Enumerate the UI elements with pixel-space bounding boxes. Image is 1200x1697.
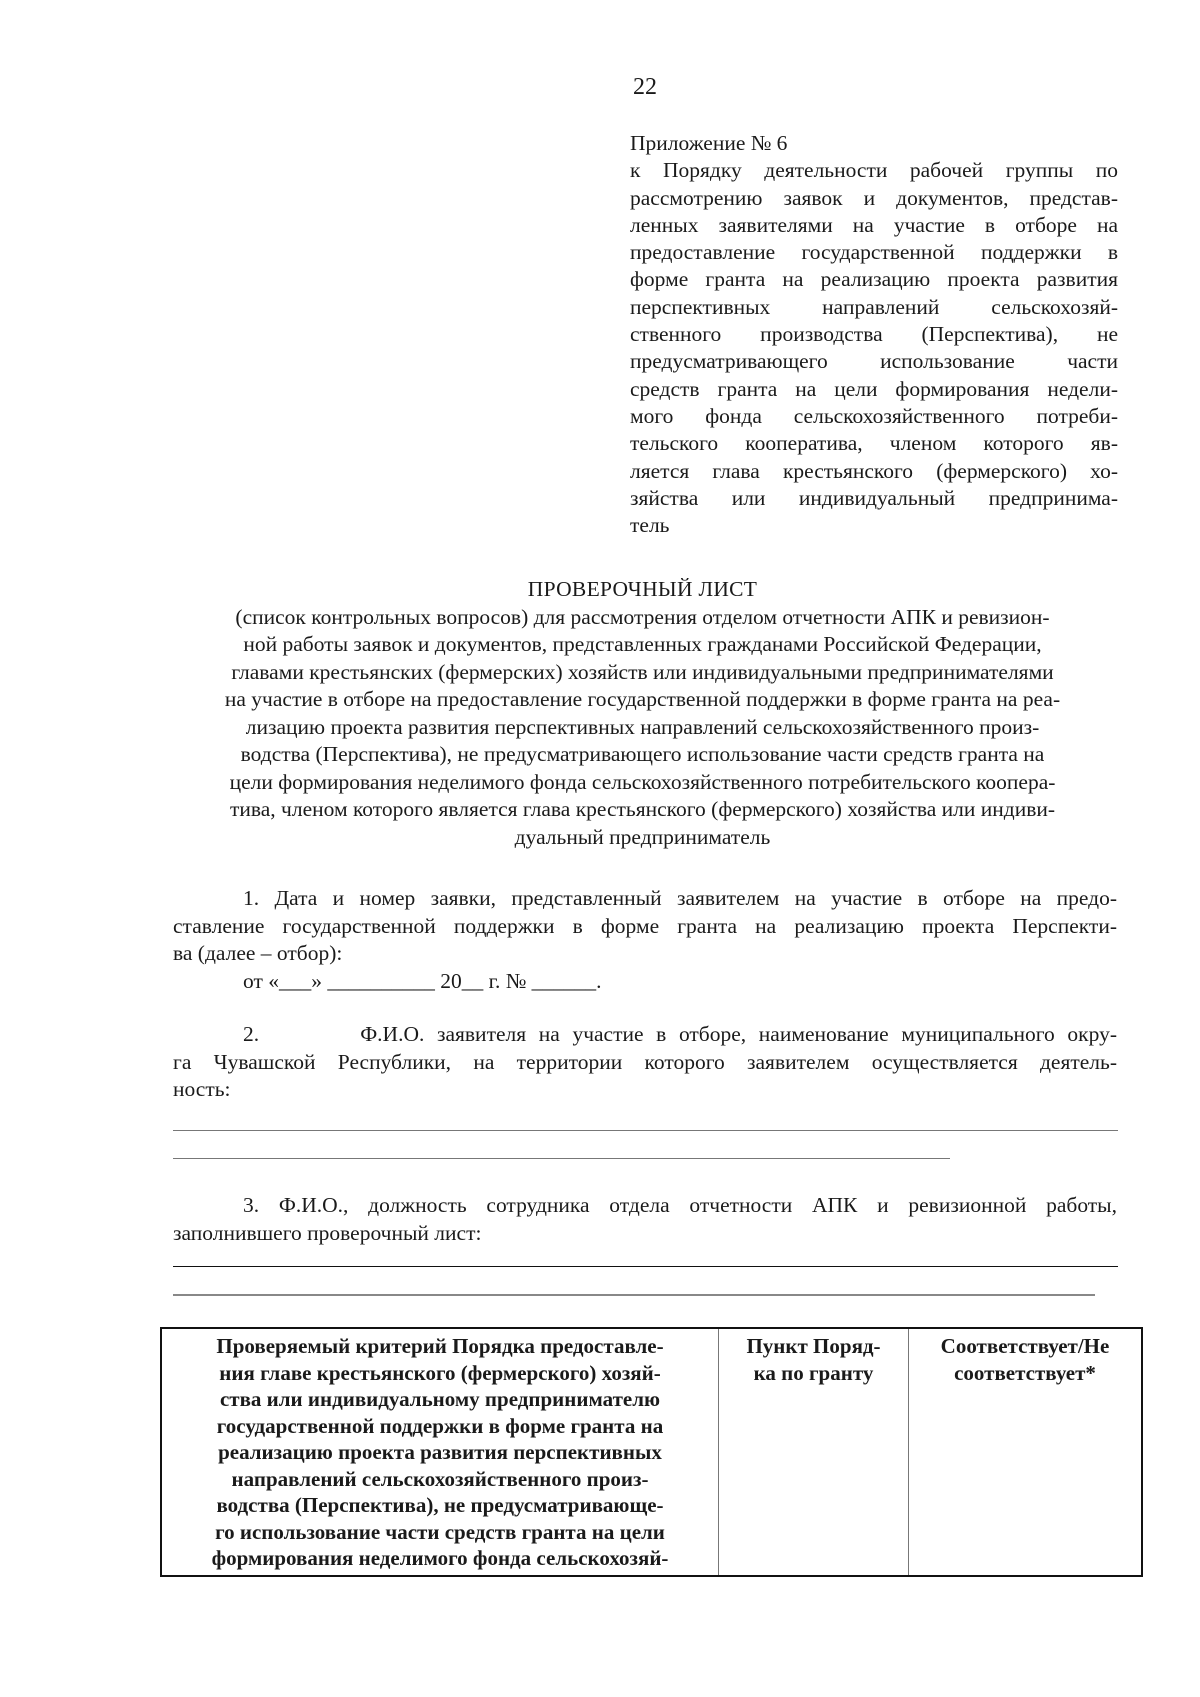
criteria-table: [160, 1327, 1143, 1577]
header-compliance: [909, 1328, 1143, 1576]
applicant-fill-line[interactable]: [173, 1130, 1118, 1131]
subtitle-line: на участие в отборе на предоставление государственной поддержки в форме гранта на реа-: [224, 687, 1061, 711]
appendix-label: Приложение № 6: [630, 131, 788, 155]
header-text-line: Соответствует/Не: [940, 1334, 1110, 1358]
header-text-line: государственной поддержки в форме гранта на: [216, 1413, 664, 1438]
appendix-text-line: тель: [630, 513, 670, 538]
appendix-text-line: ляется глава крестьянского (фермерского) хо-: [630, 458, 1118, 483]
appendix-text-line: тельского кооператива, членом которого яв-: [630, 431, 1118, 456]
appendix-text-line: рассмотрению заявок и документов, представ-: [630, 185, 1118, 210]
subtitle-line: (список контрольных вопросов) для рассмотрения отделом отчетности АПК и ревизион-: [235, 604, 1050, 629]
subtitle-line: главами крестьянских (фермерских) хозяйств или индивидуальными предпринимателями: [231, 659, 1054, 684]
appendix-text-line: ленных заявителями на участие в отборе на: [630, 212, 1118, 237]
subtitle-line: тива, членом которого является глава крестьянского (фермерского) хозяйства или индиви-: [229, 797, 1056, 821]
section-2-text-line: ность:: [173, 1077, 231, 1101]
header-text-line: Проверяемый критерий Порядка предоставле-: [216, 1334, 664, 1358]
header-text-line: ка по гранту: [753, 1360, 874, 1385]
subtitle-line: водства (Перспектива), не предусматривающего использование части средств гранта на: [240, 742, 1045, 766]
appendix-text-line: предусматривающего использование части: [630, 349, 1118, 374]
header-text-line: Пункт Поряд-: [746, 1334, 881, 1358]
section-1-application-date: [173, 885, 1117, 995]
section-2-applicant-name: [173, 1021, 1117, 1104]
applicant-fill-line[interactable]: [173, 1158, 950, 1159]
appendix-text-line: средств гранта на цели формирования недели-: [630, 376, 1118, 401]
section-3-text-line: заполнившего проверочный лист:: [173, 1220, 482, 1245]
header-text-line: ства или индивидуальному предпринимателю: [219, 1387, 661, 1411]
header-text-line: го использование части средств гранта на цели: [215, 1519, 665, 1544]
appendix-text-line: ственного производства (Перспектива), не: [630, 322, 1118, 347]
appendix-text-line: предоставление государственной поддержки в: [630, 240, 1118, 265]
header-text-line: реализацию проекта развития перспективных: [218, 1440, 662, 1464]
header-criterion: [161, 1328, 719, 1576]
appendix-text-line: форме гранта на реализацию проекта развития: [630, 267, 1118, 292]
section-1-text-line: 1. Дата и номер заявки, представленный заявителем на участие в отборе на предо-: [243, 886, 1117, 910]
section-3-text-line: 3. Ф.И.О., должность сотрудника отдела отчетности АПК и ревизионной работы,: [243, 1193, 1117, 1217]
subtitle-line: ной работы заявок и документов, представленных гражданами Российской Федерации,: [243, 632, 1042, 656]
appendix-text-line: мого фонда сельскохозяйственного потреби-: [630, 403, 1118, 428]
document-title-block: [170, 576, 1115, 851]
appendix-reference: [630, 130, 1118, 539]
appendix-text-line: к Порядку деятельности рабочей группы по: [630, 158, 1118, 183]
table-header-row: [161, 1328, 1142, 1576]
section-3-employee-name: [173, 1192, 1117, 1247]
appendix-text-line: перспективных направлений сельскохозяй-: [630, 294, 1118, 319]
subtitle-line: лизацию проекта развития перспективных направлений сельскохозяйственного произ-: [245, 714, 1040, 739]
document-title: ПРОВЕРОЧНЫЙ ЛИСТ: [527, 577, 758, 601]
section-1-text-line: ва (далее – отбор):: [173, 941, 343, 965]
section-2-text-line: 2. Ф.И.О. заявителя на участие в отборе, наименование муниципального окру-: [243, 1022, 1117, 1046]
employee-fill-line[interactable]: [173, 1294, 1095, 1296]
section-1-text-line: ставление государственной поддержки в форме гранта на реализацию проекта Перспекти-: [173, 913, 1117, 938]
application-date-number-field[interactable]: от «___» __________ 20__ г. № ______.: [243, 968, 602, 993]
employee-fill-line[interactable]: [173, 1266, 1118, 1267]
page-number: 22: [633, 74, 657, 100]
appendix-text-line: зяйства или индивидуальный предпринима-: [630, 485, 1118, 510]
header-grant-clause: [719, 1328, 909, 1576]
header-text-line: водства (Перспектива), не предусматривающе-: [216, 1493, 664, 1517]
section-2-text-line: га Чувашской Республики, на территории которого заявителем осуществляется деятель-: [173, 1049, 1117, 1074]
header-text-line: формирования неделимого фонда сельскохозяй-: [211, 1546, 669, 1570]
header-text-line: направлений сельскохозяйственного произ-: [231, 1466, 649, 1491]
subtitle-line: дуальный предприниматель: [514, 824, 771, 849]
subtitle-line: цели формирования неделимого фонда сельскохозяйственного потребительского коопера-: [229, 769, 1056, 794]
header-text-line: ния главе крестьянского (фермерского) хозяй-: [219, 1360, 661, 1385]
header-text-line: соответствует*: [954, 1360, 1096, 1385]
